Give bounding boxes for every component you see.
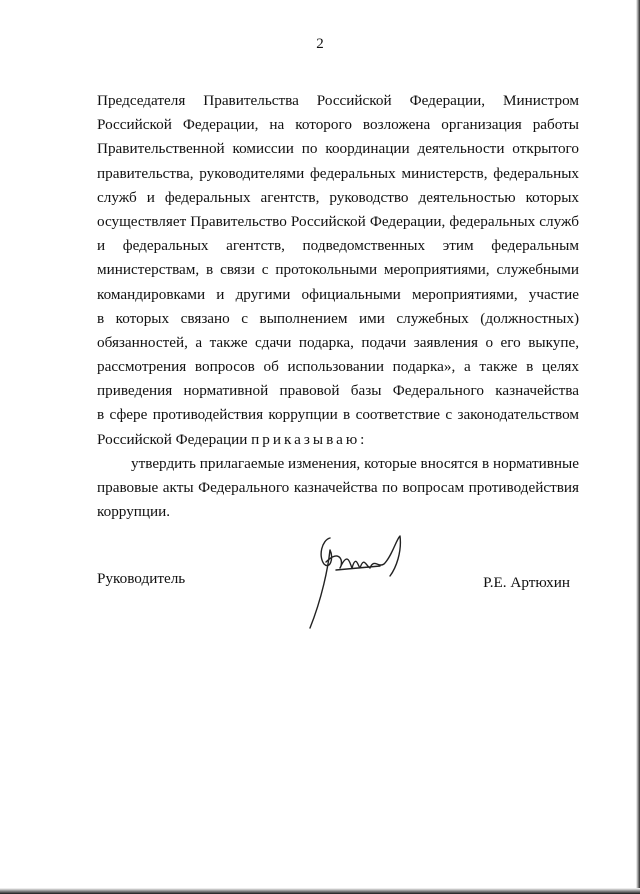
text-line: коррупции. — [97, 503, 171, 521]
text-line: правовые акты Федерального казначейства по вопросам противодействия — [97, 479, 579, 496]
text-line: Российской Федерации, на которого возложена организация работы — [97, 116, 579, 134]
text-line: утвердить прилагаемые изменения, которые вносятся в нормативные — [131, 454, 579, 472]
text-line: в сфере противодействия коррупции в соответствие с законодательством — [97, 406, 579, 424]
text-line: Председателя Правительства Российской Федерации, Министром — [97, 92, 579, 109]
text-line: рассмотрения вопросов об использовании подарка», а также в целях — [97, 358, 579, 376]
text-line: приведения нормативной правовой базы Федерального казначейства — [97, 382, 579, 400]
page-number: 2 — [316, 36, 324, 52]
text-line-order — [97, 428, 579, 452]
text-line: осуществляет Правительство Российской Федерации, федеральных служб — [97, 212, 579, 230]
text-line: командировками и другими официальными мероприятиями, участие — [97, 285, 579, 303]
order-word: приказываю: — [251, 430, 368, 448]
paragraph-preamble — [97, 89, 579, 452]
order-prefix: Российской Федерации — [97, 430, 252, 448]
position-title: Руководитель — [97, 570, 186, 587]
text-line: и федеральных агентств, подведомственных этим федеральным — [97, 237, 579, 255]
text-line: обязанностей, а также сдачи подарка, подачи заявления о его выкупе, — [97, 333, 579, 351]
text-line: министерствам, в связи с протокольными мероприятиями, служебными — [97, 261, 579, 279]
signer-name: Р.Е. Артюхин — [483, 574, 570, 591]
scan-edge-bottom — [0, 888, 640, 894]
text-line: в которых связано с выполнением ими служебных (должностных) — [97, 309, 579, 327]
text-line: правительства, руководителями федеральных министерств, федеральных — [97, 164, 579, 182]
text-line: Правительственной комиссии по координации деятельности открытого — [97, 140, 579, 158]
signature-image — [300, 528, 420, 638]
scan-edge-right — [636, 0, 640, 894]
text-line: служб и федеральных агентств, руководство деятельностью которых — [97, 188, 579, 206]
document-body — [97, 89, 579, 524]
paragraph-resolution — [97, 452, 579, 525]
